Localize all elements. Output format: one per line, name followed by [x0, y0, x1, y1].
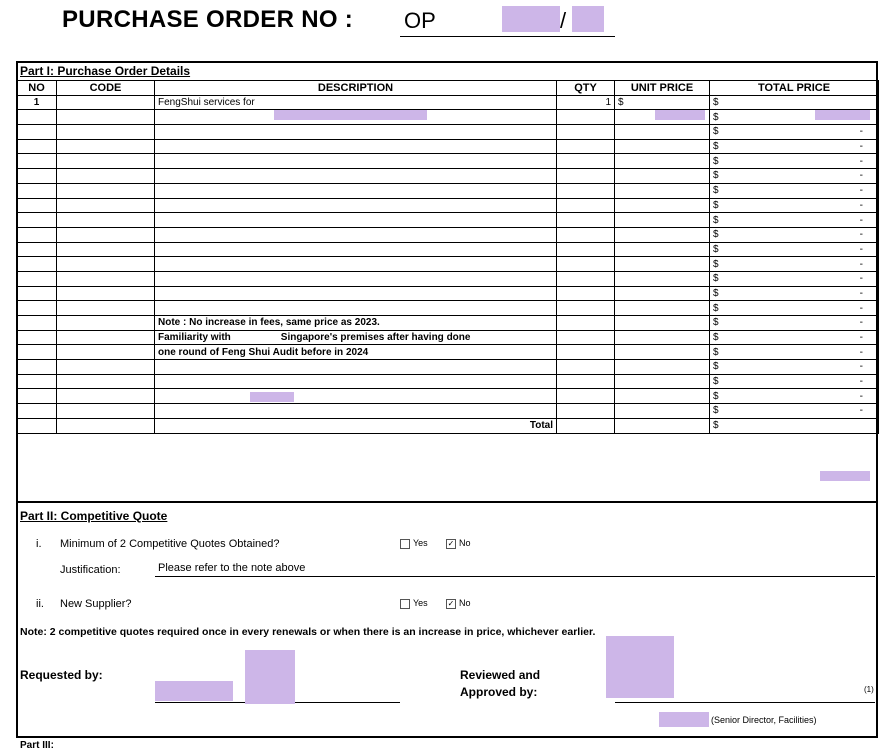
row-description — [155, 389, 557, 404]
row-code — [57, 227, 155, 242]
competitive-quote-note: Note: 2 competitive quotes required once in every renewals or when there is an increase in price, whichever earlier. — [20, 626, 596, 638]
row-total-price: $ - — [710, 183, 879, 198]
row-code — [57, 154, 155, 169]
row-qty — [557, 110, 615, 125]
row-description: one round of Feng Shui Audit before in 2024 — [155, 345, 557, 360]
row-code — [57, 139, 155, 154]
row-total-price: $ - — [710, 286, 879, 301]
row-qty — [557, 242, 615, 257]
row-code — [57, 95, 155, 110]
row-no — [17, 183, 57, 198]
row-total-price: $ — [710, 95, 879, 110]
row-qty — [557, 301, 615, 316]
row-unit-price — [615, 389, 710, 404]
row-no — [17, 227, 57, 242]
row-code — [57, 301, 155, 316]
redaction-block — [155, 681, 233, 701]
row-total-price: $ - — [710, 404, 879, 419]
row-unit-price — [615, 330, 710, 345]
row-qty — [557, 271, 615, 286]
row-total-price: $ - — [710, 271, 879, 286]
row-total-price: $ - — [710, 330, 879, 345]
row-code — [57, 183, 155, 198]
row-qty — [557, 125, 615, 140]
row-code — [57, 257, 155, 272]
table-row — [17, 389, 879, 404]
checkbox-checked-icon[interactable]: ✓ — [447, 538, 455, 548]
row-total-price: $ - — [710, 154, 879, 169]
row-code — [57, 316, 155, 331]
row-qty — [557, 154, 615, 169]
redaction-block — [502, 6, 560, 32]
row-qty — [557, 374, 615, 389]
row-qty — [557, 227, 615, 242]
row-total-price: $ - — [710, 389, 879, 404]
q1-yes-option[interactable]: Yes — [400, 538, 428, 549]
redaction-block — [659, 712, 709, 727]
row-unit-price — [615, 227, 710, 242]
redaction-block — [245, 650, 295, 704]
row-description — [155, 271, 557, 286]
row-qty — [557, 345, 615, 360]
row-total-price: $ - — [710, 257, 879, 272]
row-code — [57, 360, 155, 375]
row-no — [17, 213, 57, 228]
table-row — [17, 125, 879, 140]
row-total-price: $ - — [710, 242, 879, 257]
q2-yes-option[interactable]: Yes — [400, 598, 428, 609]
row-no — [17, 286, 57, 301]
po-prefix: OP — [404, 8, 436, 33]
row-no — [17, 374, 57, 389]
row-unit-price — [615, 360, 710, 375]
table-row — [17, 110, 879, 125]
row-no — [17, 301, 57, 316]
table-row — [17, 169, 879, 184]
po-separator: / — [560, 8, 567, 33]
redaction-block — [820, 471, 870, 481]
approver-title: (Senior Director, Facilities) — [711, 715, 817, 725]
row-no — [17, 110, 57, 125]
table-row — [17, 418, 879, 433]
row-description — [155, 213, 557, 228]
row-code — [57, 345, 155, 360]
row-code — [57, 110, 155, 125]
row-unit-price — [615, 316, 710, 331]
row-unit-price — [615, 257, 710, 272]
table-row — [17, 330, 879, 345]
row-qty — [557, 404, 615, 419]
row-no — [17, 198, 57, 213]
row-unit-price — [615, 139, 710, 154]
col-header-no: NO — [17, 81, 57, 96]
row-description — [155, 360, 557, 375]
q1-no-option[interactable]: ✓ No — [447, 538, 471, 548]
row-description — [155, 183, 557, 198]
q2-no-option[interactable]: ✓ No — [447, 598, 471, 608]
row-description — [155, 301, 557, 316]
row-unit-price — [615, 125, 710, 140]
q2-text: New Supplier? — [60, 598, 132, 610]
checkbox-unchecked-icon[interactable] — [400, 539, 410, 549]
col-header-total-price: TOTAL PRICE — [710, 81, 879, 96]
row-total-price: $ - — [710, 198, 879, 213]
row-qty — [557, 360, 615, 375]
row-total-price: $ - — [710, 360, 879, 375]
row-description — [155, 198, 557, 213]
row-description — [155, 374, 557, 389]
table-row — [17, 183, 879, 198]
section-divider — [16, 501, 878, 503]
table-row — [17, 271, 879, 286]
row-total-price: $ — [710, 110, 879, 125]
row-description — [155, 242, 557, 257]
row-code — [57, 330, 155, 345]
row-total-price: $ - — [710, 125, 879, 140]
row-total-price: $ - — [710, 345, 879, 360]
row-description — [155, 125, 557, 140]
reviewed-label: Reviewed and — [460, 668, 541, 682]
row-description: FengShui services for — [155, 95, 557, 110]
row-code — [57, 286, 155, 301]
justification-field[interactable]: Please refer to the note above — [155, 561, 875, 577]
row-no — [17, 418, 57, 433]
checkbox-checked-icon[interactable]: ✓ — [447, 598, 455, 608]
row-unit-price — [615, 154, 710, 169]
q1-text: Minimum of 2 Competitive Quotes Obtained? — [60, 538, 280, 550]
table-row — [17, 227, 879, 242]
po-details-table — [16, 80, 879, 434]
row-code — [57, 213, 155, 228]
col-header-qty: QTY — [557, 81, 615, 96]
row-unit-price — [615, 286, 710, 301]
redaction-block — [274, 110, 427, 120]
row-unit-price — [615, 198, 710, 213]
table-row — [17, 242, 879, 257]
redaction-block — [572, 6, 604, 32]
justification-label: Justification: — [60, 564, 121, 576]
row-no — [17, 271, 57, 286]
row-unit-price — [615, 271, 710, 286]
row-total-price: $ - — [710, 301, 879, 316]
row-qty — [557, 169, 615, 184]
redaction-block — [606, 636, 674, 698]
row-unit-price — [615, 418, 710, 433]
col-header-code: CODE — [57, 81, 155, 96]
row-qty — [557, 330, 615, 345]
row-qty: 1 — [557, 95, 615, 110]
table-row — [17, 213, 879, 228]
row-no: 1 — [17, 95, 57, 110]
table-row — [17, 360, 879, 375]
row-unit-price — [615, 404, 710, 419]
row-no — [17, 257, 57, 272]
col-header-unit-price: UNIT PRICE — [615, 81, 710, 96]
row-total-price: $ - — [710, 139, 879, 154]
row-no — [17, 404, 57, 419]
row-description — [155, 404, 557, 419]
redaction-block — [250, 392, 294, 402]
row-description — [155, 257, 557, 272]
q2-number: ii. — [36, 598, 44, 610]
col-header-description: DESCRIPTION — [155, 81, 557, 96]
row-no — [17, 360, 57, 375]
row-unit-price — [615, 213, 710, 228]
table-row — [17, 139, 879, 154]
row-no — [17, 330, 57, 345]
row-unit-price — [615, 345, 710, 360]
redaction-block — [655, 110, 705, 120]
checkbox-unchecked-icon[interactable] — [400, 599, 410, 609]
row-no — [17, 154, 57, 169]
row-unit-price: $ — [615, 95, 710, 110]
row-code — [57, 404, 155, 419]
row-no — [17, 316, 57, 331]
row-description — [155, 286, 557, 301]
page-title: PURCHASE ORDER NO : — [62, 6, 354, 33]
row-unit-price — [615, 301, 710, 316]
table-row — [17, 95, 879, 110]
approved-by-label: Approved by: — [460, 685, 538, 699]
table-row — [17, 198, 879, 213]
row-code — [57, 125, 155, 140]
part3-title: Part III: — [20, 740, 54, 751]
row-total-price: $ - — [710, 316, 879, 331]
row-description — [155, 139, 557, 154]
q1-number: i. — [36, 538, 42, 550]
part2-title: Part II: Competitive Quote — [20, 509, 168, 523]
row-description — [155, 154, 557, 169]
row-no — [17, 139, 57, 154]
total-label: Total — [155, 418, 557, 433]
row-unit-price — [615, 183, 710, 198]
row-no — [17, 169, 57, 184]
row-qty — [557, 257, 615, 272]
row-qty — [557, 139, 615, 154]
row-code — [57, 389, 155, 404]
row-code — [57, 242, 155, 257]
row-description: Note : No increase in fees, same price as 2023. — [155, 316, 557, 331]
requested-by-label: Requested by: — [20, 668, 103, 682]
row-description: Familiarity with Singapore's premises after having done — [155, 330, 557, 345]
row-qty — [557, 389, 615, 404]
row-qty — [557, 418, 615, 433]
row-qty — [557, 198, 615, 213]
row-unit-price — [615, 242, 710, 257]
row-code — [57, 169, 155, 184]
footnote-marker: (1) — [864, 685, 874, 694]
row-code — [57, 271, 155, 286]
table-row — [17, 257, 879, 272]
row-code — [57, 198, 155, 213]
part1-title: Part I: Purchase Order Details — [20, 64, 191, 78]
table-row — [17, 154, 879, 169]
table-row — [17, 374, 879, 389]
row-no — [17, 125, 57, 140]
row-qty — [557, 183, 615, 198]
row-code — [57, 374, 155, 389]
row-description — [155, 169, 557, 184]
table-row — [17, 286, 879, 301]
row-description — [155, 227, 557, 242]
row-unit-price — [615, 374, 710, 389]
row-no — [17, 389, 57, 404]
row-total-price: $ - — [710, 374, 879, 389]
row-code — [57, 418, 155, 433]
table-row — [17, 316, 879, 331]
row-no — [17, 242, 57, 257]
table-row — [17, 345, 879, 360]
row-total-price: $ - — [710, 213, 879, 228]
row-total-price: $ - — [710, 227, 879, 242]
row-unit-price — [615, 169, 710, 184]
row-no — [17, 345, 57, 360]
table-row — [17, 404, 879, 419]
row-total-price: $ - — [710, 169, 879, 184]
redaction-block — [815, 110, 870, 120]
row-qty — [557, 286, 615, 301]
table-row — [17, 301, 879, 316]
row-total-price: $ — [710, 418, 879, 433]
row-qty — [557, 213, 615, 228]
row-qty — [557, 316, 615, 331]
